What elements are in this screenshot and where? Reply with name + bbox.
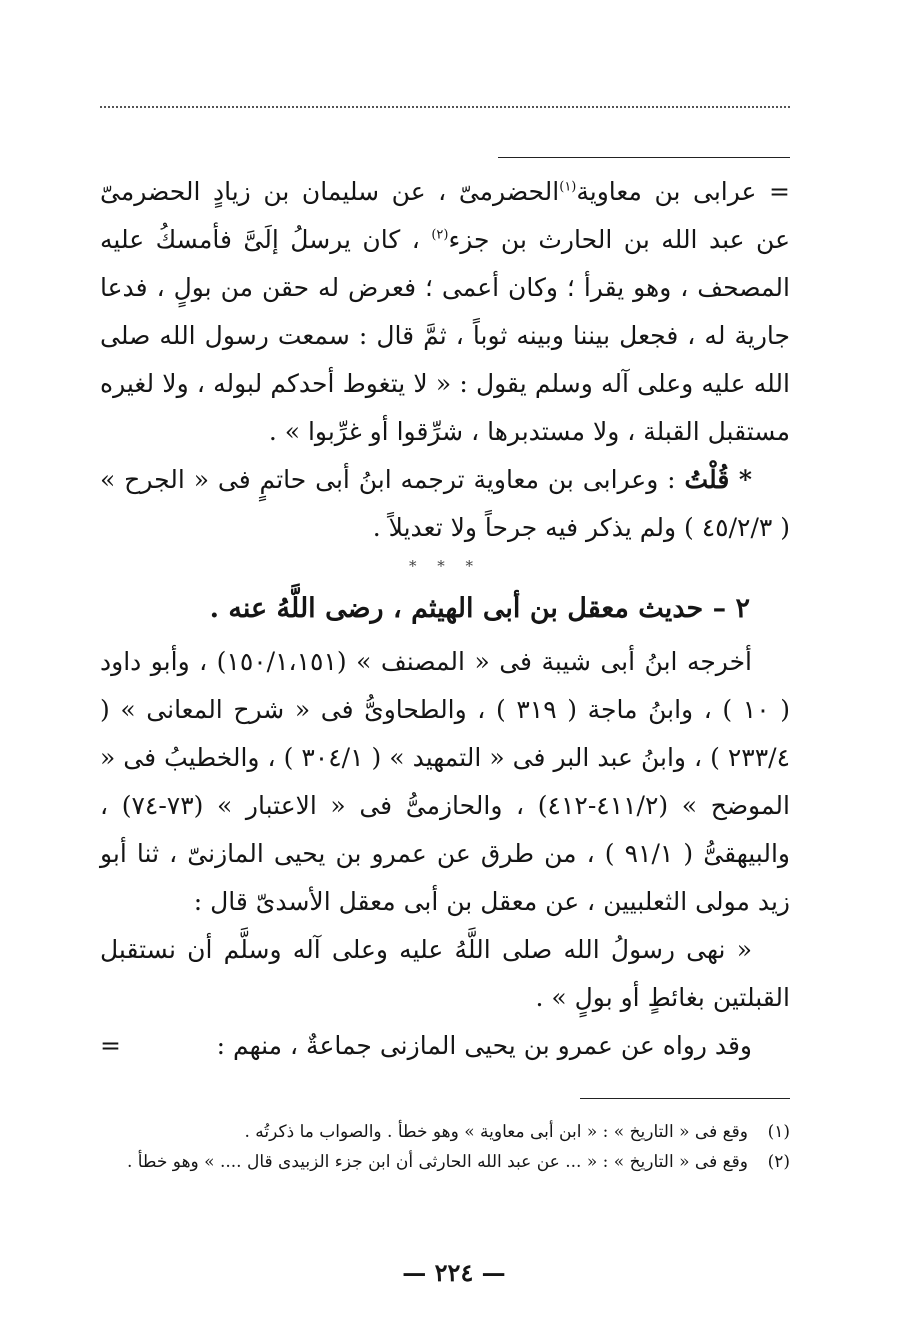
narrators-text: وقد رواه عن عمرو بن يحيى المازنى جماعةٌ ، منهم : (216, 1031, 752, 1060)
main-text (100, 168, 790, 1070)
qult-text: : وعرابى بن معاوية ترجمه ابنُ أبى حاتمٍ فى « الجرح » ( ٤٥/٢/٣ ) ولم يذكر فيه جرحاً ولا تعديلاً . (100, 465, 790, 542)
page-number: — ٢٢٤ — (402, 1258, 506, 1287)
paragraph-isnad (100, 168, 790, 456)
para1-text-b: الحضرمىّ ، عن سليمان بن زيادٍ الحضرمىّ عن عبد الله بن الحارث بن جزء (100, 177, 790, 254)
section-stars: * * * (408, 557, 482, 575)
footnote-2-number: (٢) (767, 1152, 790, 1172)
footnote-2 (100, 1147, 790, 1177)
paragraph-takhrij: أخرجه ابنُ أبى شيبة فى « المصنف » (١٥٠/١،١٥١) ، وأبو داود ( ١٠ ) ، وابنُ ماجة ( ٣١٩ ) ، والطحاوىُّ فى « شرح المعانى » ( ٢٣٣/٤ ) ، وابنُ عبد البر فى « التمهيد » ( ٣٠٤/١ ) ، والخطيبُ فى « الموضح » (٤١١/٢-٤١٢) ، والحازمىُّ فى « الاعتبار » (٧٣-٧٤) ، والبيهقىُّ ( ٩١/١ ) ، من طرق عن عمرو بن يحيى المازنىّ ، ثنا أبو زيد مولى الثعلبيين ، عن معقل بن أبى معقل الأسدىّ قال : (100, 647, 790, 916)
footnote-2-text: وقع فى « التاريخ » : « ... عن عبد الله الحارثى أن ابن جزء الزبيدى قال .... » وهو خطأ . (126, 1152, 748, 1172)
footnote-ref-2: (٢) (431, 227, 449, 243)
footnote-1-number: (١) (767, 1122, 790, 1142)
qult-label: * قُلْتُ (684, 465, 752, 494)
hadith-heading: ٢ – حديث معقل بن أبى الهيثم ، رضى اللَّهُ عنه . (209, 593, 750, 624)
continuation-rule (498, 157, 790, 158)
para1-text-a: = عرابى بن معاوية (576, 177, 790, 206)
footnote-ref-1: (١) (559, 179, 577, 195)
footnote-rule (580, 1098, 790, 1099)
footnote-1 (100, 1117, 790, 1147)
dotted-separator (100, 106, 790, 108)
para1-text-c: ، كان يرسلُ إلَىَّ فأمسكُ عليه المصحف ، وهو يقرأ ؛ وكان أعمى ؛ فعرض له حقن من بولٍ ، فدعا جارية له ، فجعل بيننا وبينه ثوباً ، ثمَّ قال : سمعت رسول الله صلى الله عليه وعلى آله وسلم يقول : « لا يتغوط أحدكم لبوله ، ولا لغيره مستقبل القبلة ، ولا مستدبرها ، شرِّقوا أو غرِّبوا » . (100, 225, 790, 446)
footnotes (100, 1117, 790, 1177)
continue-mark: = (100, 1031, 121, 1060)
footnote-1-text: وقع فى « التاريخ » : « ابن أبى معاوية » وهو خطأ . والصواب ما ذكرتُه . (244, 1122, 748, 1142)
paragraph-qult (100, 456, 790, 552)
paragraph-narrators (100, 1022, 790, 1070)
paragraph-hadith: « نهى رسولُ الله صلى اللَّهُ عليه وعلى آله وسلَّم أن نستقبل القبلتين بغائطٍ أو بولٍ » . (100, 935, 790, 1012)
